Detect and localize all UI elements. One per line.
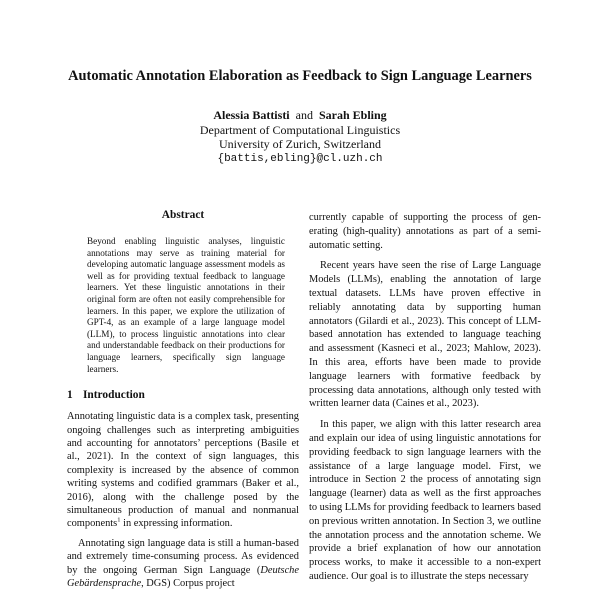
section-title: Introduction: [83, 389, 145, 402]
right-paragraph-2: Recent years have seen the rise of Large Language Models (LLMs), enabling the annotation of large textual datasets. LLMs have proven effective in reliably annotating data by supporting human annotators (Gilardi et al., 2023). This concept of LLM-based annotation has extended to language teaching and assessment (Kasneci et al., 2023; Mahlow, 2023). In this area, efforts have been made to provide language learners with formative feedback by processing data annotations, although only tested with written learner data (Caines et al., 2023).: [309, 260, 541, 410]
department: Department of Computational Linguistics: [199, 122, 401, 137]
intro-paragraph-2: [67, 537, 299, 591]
section-heading-introduction: [67, 388, 299, 402]
right-paragraph-3: In this paper, we align with this latter research area and explain our idea of using linguistic annotations for providing feedback to sign language learners with the assistance of a large language model. First, we introduce in Section 2 the process of annotating sign language (learner) data as well as the first approaches to using LLMs for providing feedback to learners based on previous written annotation. In Section 3, we outline the annotation process and the annotation scheme. We provide a brief explanation of how our annotation process works, to make it accessible to a non-expert audience. Our goal is to illustrate the steps necessary: [309, 419, 541, 582]
abstract-text: Beyond enabling linguistic analyses, linguistic annotations may serve as training material for developing automatic language assessment models as well as for providing textual feedback to language learners. Yet these linguistic annotations in their original form are often not easily comprehensible for learners. In this paper, we explore the utilization of GPT-4, as an example of a large language model (LLM), to process linguistic annotations into clear and understandable feedback on their productions for language learners, specifically sign language learners.: [87, 236, 285, 374]
author-names: [0, 108, 600, 123]
left-column: [67, 208, 299, 590]
section-number: 1: [67, 389, 73, 402]
university: University of Zurich, Switzerland: [219, 137, 381, 152]
author-connector: and: [295, 108, 313, 122]
intro-paragraph-1: [67, 410, 299, 531]
intro-p1-end: in expressing information.: [120, 518, 233, 530]
right-column: [309, 211, 541, 584]
right-paragraph-1: currently capable of supporting the process of generating (high-quality) annotations as part of a semiautomatic setting.: [309, 212, 541, 251]
paper-title: Automatic Annotation Elaboration as Feedback to Sign Language Learners: [68, 68, 532, 84]
intro-p1-text: Annotating linguistic data is a complex task, presenting ongoing challenges such as interpreting ambiguities and accounting for annotators’ perceptions (Basile et al., 2021). In the context of sign languages, this complexity is increased by the absence of common writing systems and codified grammars (Baker et al., 2016), along with the challenge posed by the simultaneous production of manual and nonmanual components: [67, 411, 299, 530]
footnote-marker: 1: [117, 516, 121, 524]
intro-p2-start: Annotating sign language data is still a human-based and extremely time-consuming process. As evidenced by the ongoing German Sign Language (: [67, 537, 299, 576]
author-email: {battis,ebling}@cl.uzh.ch: [217, 152, 383, 165]
abstract-heading: Abstract: [161, 209, 205, 221]
author-2: Sarah Ebling: [318, 108, 387, 122]
intro-p2-italic: Deutsche Gebärdensprache: [67, 564, 299, 589]
author-block: [0, 108, 600, 166]
author-1: Alessia Battisti: [213, 108, 290, 122]
intro-p2-end: , DGS) Corpus project: [141, 578, 235, 589]
